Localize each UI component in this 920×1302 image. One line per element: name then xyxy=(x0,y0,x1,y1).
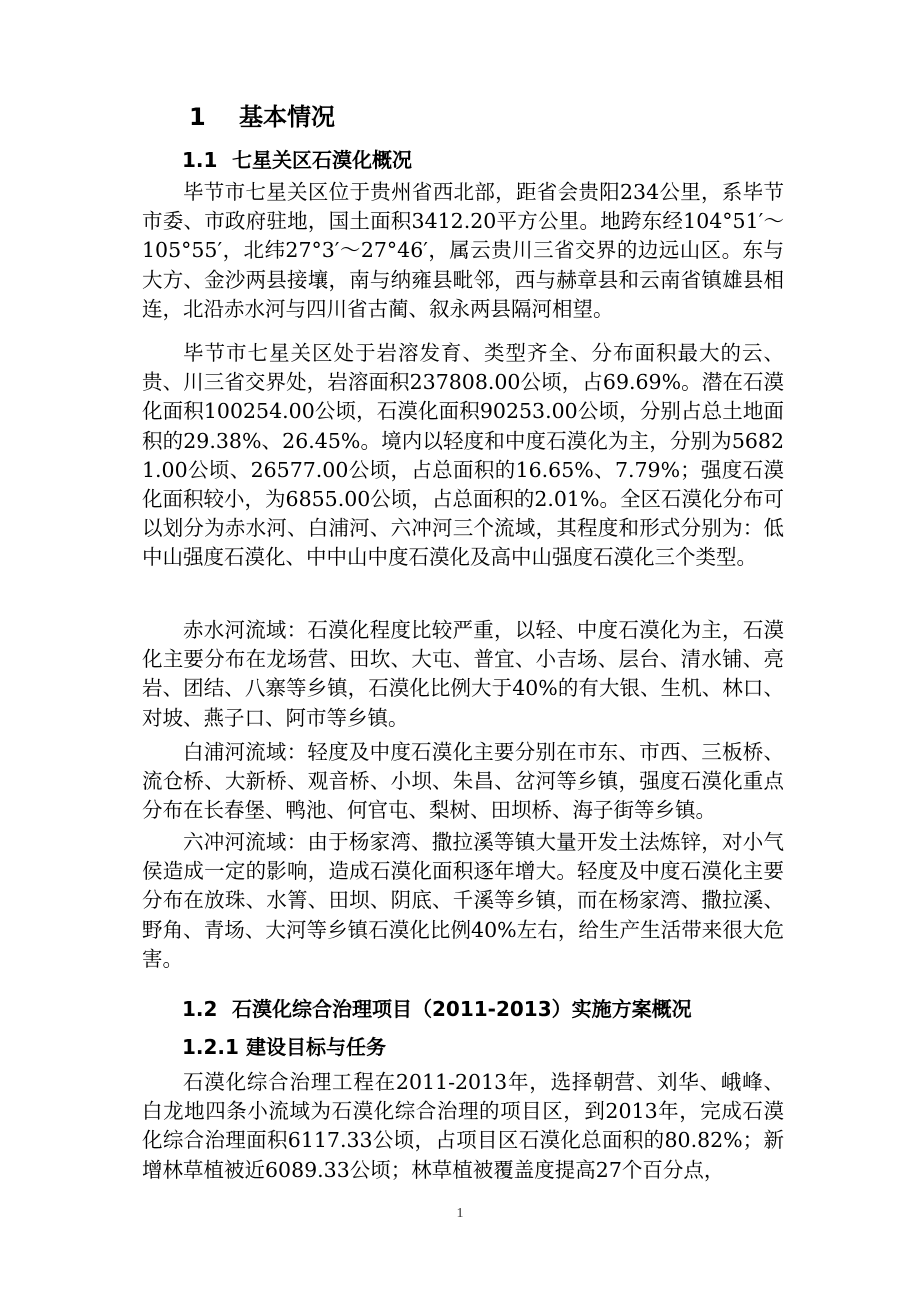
heading-1-2-number: 1.2 xyxy=(182,997,218,1021)
paragraph-targets: 石漠化综合治理工程在2011-2013年，选择朝营、刘华、峨峰、白龙地四条小流域为石漠化综合治理的项目区，到2013年，完成石漠化综合治理面积6117.33公顷，占项目区石漠化总面积的80.82%；新增林草植被近6089.33公顷；林草植被覆盖度提高27个百分点， xyxy=(142,1070,784,1182)
paragraph-baipu-basin: 白浦河流域：轻度及中度石漠化主要分别在市东、市西、三板桥、流仓桥、大新桥、观音桥、小坝、朱昌、岔河等乡镇，强度石漠化重点分布在长春堡、鸭池、何官屯、梨树、田坝桥、海子街等乡镇。 xyxy=(142,740,784,823)
heading-1-2 xyxy=(182,994,692,1024)
heading-1-title: 基本情况 xyxy=(239,103,335,131)
paragraph-chishui-basin: 赤水河流域：石漠化程度比较严重，以轻、中度石漠化为主，石漠化主要分布在龙场营、田坎、大屯、普宜、小吉场、层台、清水铺、亮岩、团结、八寨等乡镇，石漠化比例大于40%的有大银、生机、林口、对坡、燕子口、阿市等乡镇。 xyxy=(142,618,784,730)
heading-1-1-title: 七星关区石漠化概况 xyxy=(232,148,412,172)
heading-1 xyxy=(189,100,335,134)
heading-1-2-1-title: 建设目标与任务 xyxy=(246,1035,386,1059)
paragraph-karst-area: 毕节市七星关区处于岩溶发育、类型齐全、分布面积最大的云、贵、川三省交界处，岩溶面积237808.00公顷，占69.69%。潜在石漠化面积100254.00公顷，石漠化面积90253.00公顷，分别占总土地面积的29.38%、26.45%。境内以轻度和中度石漠化为主，分别为56821.00公顷、26577.00公顷，占总面积的16.65%、7.79%；强度石漠化面积较小，为6855.00公顷，占总面积的2.01%。全区石漠化分布可以划分为赤水河、白浦河、六冲河三个流域，其程度和形式分别为：低中山强度石漠化、中中山中度石漠化及高中山强度石漠化三个类型。 xyxy=(142,341,784,570)
page-number: 1 xyxy=(456,1206,464,1221)
heading-1-1-number: 1.1 xyxy=(182,148,218,172)
paragraph-liuchong-basin: 六冲河流域：由于杨家湾、撒拉溪等镇大量开发土法炼锌，对小气侯造成一定的影响，造成石漠化面积逐年增大。轻度及中度石漠化主要分布在放珠、水箐、田坝、阴底、千溪等乡镇，而在杨家湾、撒拉溪、野角、青场、大河等乡镇石漠化比例40%左右，给生产生活带来很大危害。 xyxy=(142,830,784,971)
heading-1-2-1 xyxy=(182,1032,386,1062)
heading-1-2-title: 石漠化综合治理项目（2011-2013）实施方案概况 xyxy=(232,997,692,1021)
heading-1-2-1-number: 1.2.1 xyxy=(182,1035,239,1059)
paragraph-location: 毕节市七星关区位于贵州省西北部，距省会贵阳234公里，系毕节市委、市政府驻地，国土面积3412.20平方公里。地跨东经104°51′～105°55′，北纬27°3′～27°46′，属云贵川三省交界的边远山区。东与大方、金沙两县接壤，南与纳雍县毗邻，西与赫章县和云南省镇雄县相连，北沿赤水河与四川省古蔺、叙永两县隔河相望。 xyxy=(142,180,784,321)
heading-1-number: 1 xyxy=(189,103,206,131)
heading-1-1 xyxy=(182,145,412,175)
